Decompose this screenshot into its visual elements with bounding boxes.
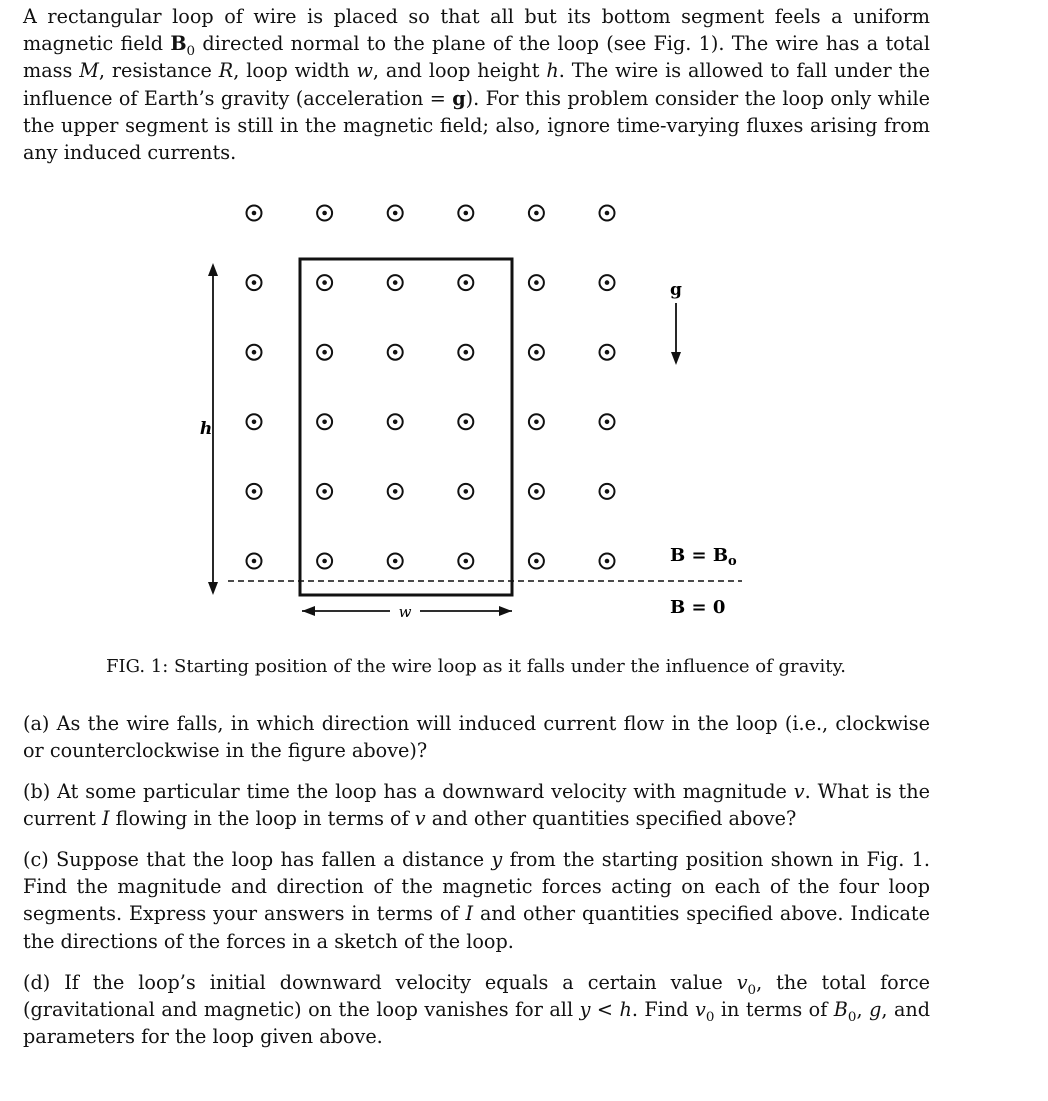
height-arrow-up xyxy=(208,263,218,276)
field-out-of-page-icon xyxy=(458,206,473,221)
field-out-of-page-icon xyxy=(317,554,332,569)
field-out-of-page-icon xyxy=(600,206,615,221)
field-out-of-page-icon xyxy=(388,554,403,569)
field-out-of-page-icon xyxy=(388,414,403,429)
field-out-of-page-icon xyxy=(529,206,544,221)
field-out-of-page-icon xyxy=(388,345,403,360)
field-out-of-page-icon xyxy=(388,484,403,499)
field-out-of-page-icon xyxy=(247,484,262,499)
field-out-of-page-icon xyxy=(600,345,615,360)
question-part-b: (b) At some particular time the loop has a downward velocity with magnitude v. What is the current I flowing in the loop in terms of v and other quantities specified above? xyxy=(23,780,930,831)
field-out-of-page-icon xyxy=(458,275,473,290)
field-out-of-page-icon xyxy=(600,554,615,569)
field-out-of-page-icon xyxy=(600,484,615,499)
question-part-a: (a) As the wire falls, in which direction will induced current flow in the loop (i.e., clockwise or counterclockwise in the figure above)? xyxy=(23,712,930,763)
h-label: h xyxy=(199,419,213,439)
field-out-of-page-icon xyxy=(317,206,332,221)
field-out-of-page-icon xyxy=(388,206,403,221)
field-outside-label: B = 0 xyxy=(670,597,726,618)
field-inside-label: $B = B_o$ xyxy=(670,545,737,569)
field-out-of-page-icon xyxy=(247,345,262,360)
g-label: g xyxy=(670,280,682,300)
field-out-of-page-icon xyxy=(247,275,262,290)
question-part-d: (d) If the loop’s initial downward velocity equals a certain value $v_0$, the total force (gravitational and magnetic) on the loop vanishes for all y < h. Find $v_0$ in terms of $B_0$, g, and parameters for the loop given above. xyxy=(23,971,931,1049)
field-out-of-page-icon xyxy=(529,275,544,290)
question-part-c: (c) Suppose that the loop has fallen a distance y from the starting position shown in Fig. 1. Find the magnitude and direction of the magnetic forces acting on each of the four loop segments. Express your answers in terms of I and other quantities specified above. Indicate the directions of the forces in a sketch of the loop. xyxy=(23,848,930,953)
figure-caption: FIG. 1: Starting position of the wire loop as it falls under the influence of gravity. xyxy=(105,656,847,677)
field-symbol: B xyxy=(170,32,187,56)
field-out-of-page-icon xyxy=(458,414,473,429)
field-out-of-page-icon xyxy=(458,554,473,569)
field-out-of-page-icon xyxy=(529,554,544,569)
field-out-of-page-icon xyxy=(529,414,544,429)
field-out-of-page-icon xyxy=(600,275,615,290)
field-out-of-page-icon xyxy=(317,414,332,429)
field-out-of-page-icon xyxy=(529,345,544,360)
height-arrow-down xyxy=(208,582,218,595)
field-out-of-page-icon xyxy=(458,345,473,360)
w-label: w xyxy=(398,603,412,621)
field-out-of-page-icon xyxy=(529,484,544,499)
field-out-of-page-icon xyxy=(317,484,332,499)
field-out-of-page-icon xyxy=(317,275,332,290)
field-out-of-page-icon xyxy=(458,484,473,499)
field-out-of-page-icon xyxy=(247,414,262,429)
field-out-of-page-icon xyxy=(247,554,262,569)
problem-intro: A rectangular loop of wire is placed so that all but its bottom segment feels a uniform magnetic field $B_0$ directed normal to the plane of the loop (see Fig. 1). The wire has a total mass M, resistance R, loop width w, and loop height h. The wire is allowed to fall under the influence of Earth’s gravity (acceleration = g). For this problem consider the loop only while the upper segment is still in the magnetic field; also, ignore time-varying fluxes arising from any induced currents. xyxy=(23,5,930,165)
field-out-of-page-icon xyxy=(317,345,332,360)
field-out-of-page-icon xyxy=(600,414,615,429)
field-out-of-page-icon xyxy=(247,206,262,221)
field-out-of-page-icon xyxy=(388,275,403,290)
wire-loop xyxy=(300,259,512,595)
